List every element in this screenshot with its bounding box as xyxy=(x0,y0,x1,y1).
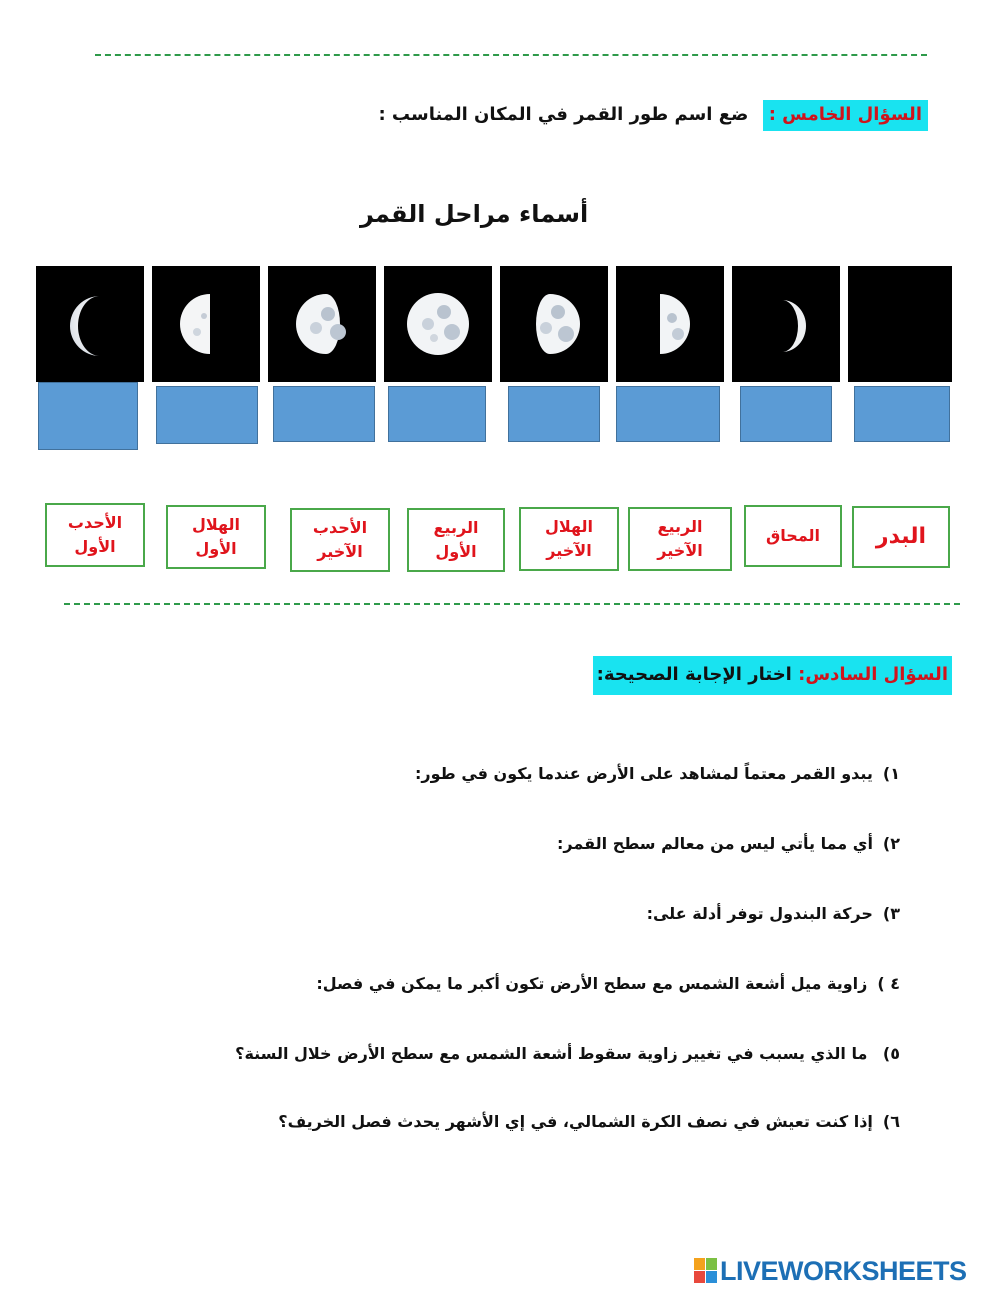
phase-label-first-quarter[interactable]: الربيع الأول xyxy=(407,508,505,572)
question-4: ٤ )زاوية ميل أشعة الشمس مع سطح الأرض تكون أكبر ما يمكن في فصل: xyxy=(316,974,900,993)
moon-tile-full xyxy=(384,266,492,382)
answer-box-7[interactable] xyxy=(740,386,832,442)
moon-last-quarter-icon xyxy=(152,266,260,382)
phase-label-waxing-gibbous[interactable]: الأحدب الأول xyxy=(45,503,145,567)
answer-box-5[interactable] xyxy=(508,386,600,442)
moon-waning-crescent-icon xyxy=(36,266,144,382)
moon-waxing-crescent-icon xyxy=(732,266,840,382)
phase-label-full-moon[interactable]: البدر xyxy=(852,506,950,568)
question-3: ٣)حركة البندول توفر أدلة على: xyxy=(646,904,900,923)
moon-waning-gibbous-icon xyxy=(268,266,376,382)
moon-tile-waning-gibbous xyxy=(268,266,376,382)
answer-box-6[interactable] xyxy=(616,386,720,442)
phase-label-waxing-crescent[interactable]: الهلال الأول xyxy=(166,505,266,569)
q5-instruction: ضع اسم طور القمر في المكان المناسب : xyxy=(378,104,749,125)
moon-first-quarter-icon xyxy=(616,266,724,382)
phase-label-waning-gibbous[interactable]: الأحدب الآخير xyxy=(290,508,390,572)
moon-tile-first-quarter xyxy=(616,266,724,382)
q5-label: السؤال الخامس : xyxy=(763,100,928,131)
answer-box-2[interactable] xyxy=(156,386,258,444)
answer-box-8[interactable] xyxy=(854,386,950,442)
moon-full-icon xyxy=(384,266,492,382)
top-divider xyxy=(95,54,927,56)
middle-divider xyxy=(64,603,960,605)
moon-tile-new xyxy=(848,266,952,382)
phase-label-last-quarter[interactable]: الربيع الآخير xyxy=(628,507,732,571)
q5-title xyxy=(378,104,928,125)
answer-box-1[interactable] xyxy=(38,382,138,450)
answer-box-3[interactable] xyxy=(273,386,375,442)
phase-label-waning-crescent[interactable]: الهلال الآخير xyxy=(519,507,619,571)
moon-tile-waning-crescent xyxy=(36,266,144,382)
question-2: ٢)أي مما يأتي ليس من معالم سطح القمر: xyxy=(557,834,900,853)
question-6: ٦)إذا كنت تعيش في نصف الكرة الشمالي، في إي الأشهر يحدث فصل الخريف؟ xyxy=(278,1112,900,1131)
question-5: ٥) ما الذي يسبب في تغيير زاوية سقوط أشعة الشمس مع سطح الأرض خلال السنة؟ xyxy=(235,1044,900,1063)
liveworksheets-brand xyxy=(694,1254,994,1288)
phase-label-new-moon[interactable]: المحاق xyxy=(744,505,842,567)
q6-title xyxy=(593,664,952,685)
brand-name: LIVEWORKSHEETS xyxy=(720,1255,967,1286)
moon-tile-last-quarter xyxy=(152,266,260,382)
q6-label: السؤال السادس: xyxy=(798,664,948,685)
phases-heading: أسماء مراحل القمر xyxy=(360,200,589,228)
moon-waxing-gibbous-icon xyxy=(500,266,608,382)
moon-new-icon xyxy=(848,266,952,382)
moon-tile-waxing-crescent xyxy=(732,266,840,382)
answer-box-4[interactable] xyxy=(388,386,486,442)
question-1: ١)يبدو القمر معتماً لمشاهد على الأرض عندما يكون في طور: xyxy=(415,764,900,783)
liveworksheets-logo-icon xyxy=(694,1258,718,1284)
moon-tile-waxing-gibbous xyxy=(500,266,608,382)
q6-instruction: اختار الإجابة الصحيحة: xyxy=(596,664,799,685)
